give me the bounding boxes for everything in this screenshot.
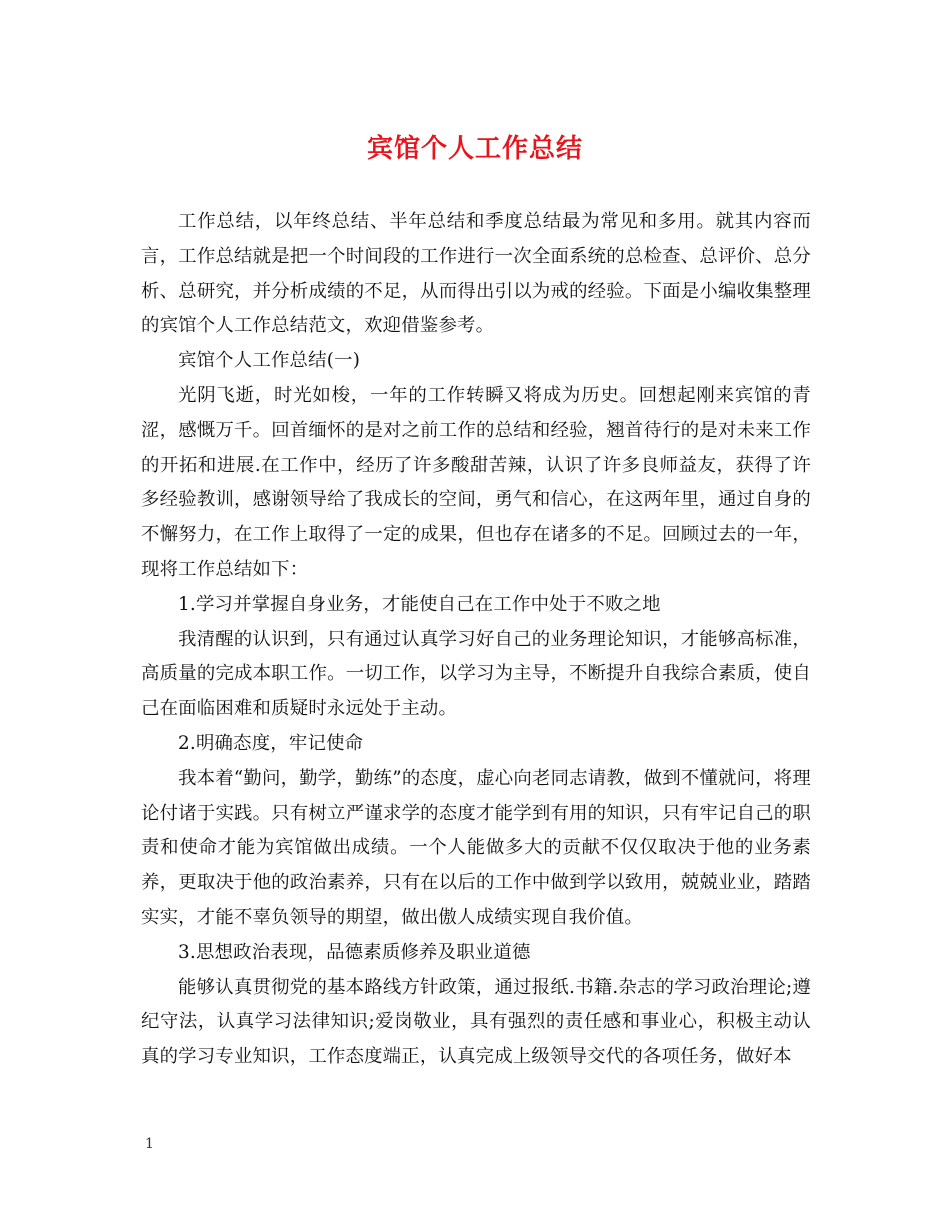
intro-paragraph: 工作总结，以年终总结、半年总结和季度总结最为常见和多用。就其内容而言，工作总结就是把一个时间段的工作进行一次全面系统的总检查、总评价、总分析、总研究，并分析成绩的不足，从而得出引以为戒的经验。下面是小编收集整理的宾馆个人工作总结范文，欢迎借鉴参考。 [141, 211, 811, 337]
body-paragraph: 光阴飞逝，时光如梭，一年的工作转瞬又将成为历史。回想起刚来宾馆的青涩，感慨万千。回首缅怀的是对之前工作的总结和经验，翘首待行的是对未来工作的开拓和进展.在工作中，经历了许多酸甜苦辣，认识了许多良师益友，获得了许多经验教训，感谢领导给了我成长的空间，勇气和信心，在这两年里，通过自身的不懈努力，在工作上取得了一定的成果，但也存在诸多的不足。回顾过去的一年，现将工作总结如下： [141, 384, 811, 580]
numbered-heading: 3.思想政治表现，品德素质修养及职业道德 [178, 941, 531, 963]
document-title: 宾馆个人工作总结 [366, 134, 583, 164]
numbered-heading: 1.学习并掌握自身业务，才能使自己在工作中处于不败之地 [178, 593, 661, 615]
body-paragraph: 我本着“勤问，勤学，勤练”的态度，虚心向老同志请教，做到不懂就问，将理论付诸于实践。只有树立严谨求学的态度才能学到有用的知识，只有牢记自己的职责和使命才能为宾馆做出成绩。一个人能做多大的贡献不仅仅取决于他的业务素养，更取决于他的政治素养，只有在以后的工作中做到学以致用，兢兢业业，踏踏实实，才能不辜负领导的期望，做出傲人成绩实现自我价值。 [141, 767, 811, 928]
document-body [141, 205, 811, 1075]
body-paragraph: 能够认真贯彻党的基本路线方针政策，通过报纸.书籍.杂志的学习政治理论;遵纪守法，认真学习法律知识;爱岗敬业，具有强烈的责任感和事业心，积极主动认真的学习专业知识，工作态度端正，认真完成上级领导交代的各项任务，做好本 [141, 976, 811, 1068]
section-heading: 宾馆个人工作总结(一) [178, 350, 361, 372]
numbered-heading: 2.明确态度，牢记使命 [178, 732, 364, 754]
page-number: 1 [145, 1136, 154, 1152]
body-paragraph: 我清醒的认识到，只有通过认真学习好自己的业务理论知识，才能够高标准，高质量的完成本职工作。一切工作，以学习为主导，不断提升自我综合素质，使自己在面临困难和质疑时永远处于主动。 [141, 628, 811, 720]
